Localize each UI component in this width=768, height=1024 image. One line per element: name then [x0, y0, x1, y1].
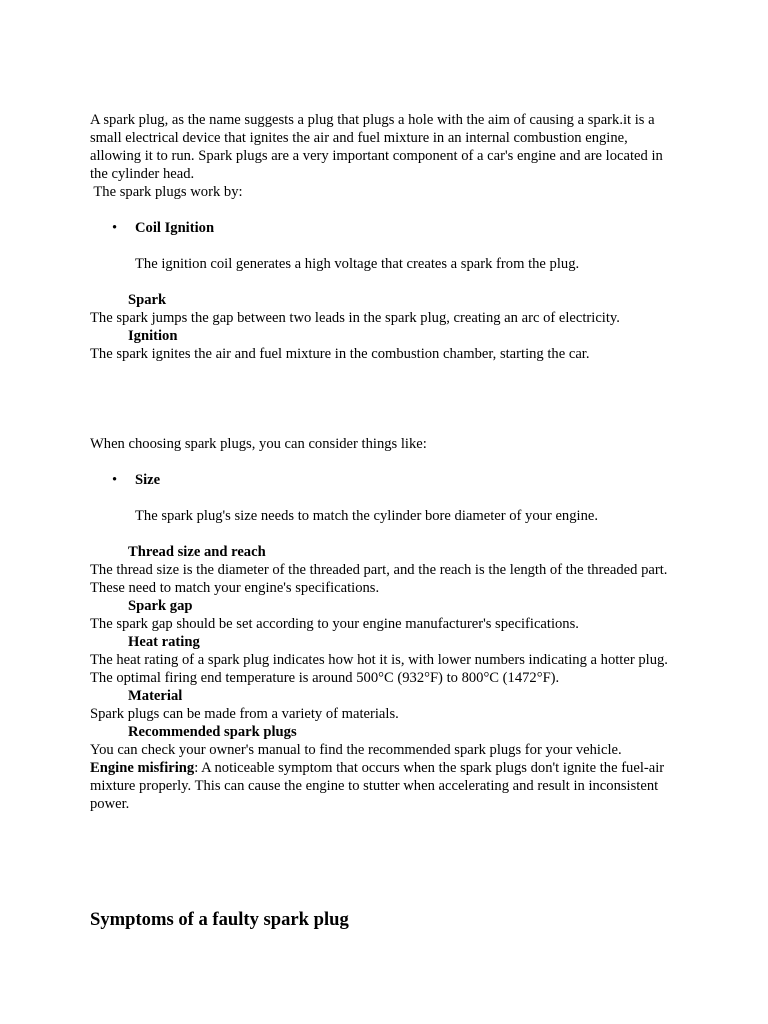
coil-ignition-text: The ignition coil generates a high voltage that creates a spark from the plug. — [135, 256, 580, 272]
ignition-text: The spark ignites the air and fuel mixture in the combustion chamber, starting the car. — [90, 346, 590, 362]
spark-heading: Spark — [128, 292, 167, 308]
choosing-lead-in: When choosing spark plugs, you can consider things like: — [90, 436, 427, 452]
bullet-item-coil-ignition — [90, 219, 680, 237]
symptoms-heading: Symptoms of a faulty spark plug — [90, 909, 349, 930]
bullet-icon: • — [112, 472, 118, 488]
heat-rating-heading: Heat rating — [128, 634, 200, 650]
bullet-title: Size — [135, 472, 161, 488]
recommended-heading: Recommended spark plugs — [128, 724, 297, 740]
intro-paragraph: A spark plug, as the name suggests a plug that plugs a hole with the aim of causing a spark.it is a small electrical device that ignites the air and fuel mixture in an internal combustion engine, allowing it to run. Spark plugs are a very important component of a car's engine and are located in the cylinder head. — [90, 112, 663, 182]
spark-text: The spark jumps the gap between two leads in the spark plug, creating an arc of electricity. — [90, 310, 620, 326]
bullet-title: Coil Ignition — [135, 220, 215, 236]
spark-gap-heading: Spark gap — [128, 598, 193, 614]
ignition-heading: Ignition — [128, 328, 178, 344]
spark-gap-text: The spark gap should be set according to your engine manufacturer's specifications. — [90, 616, 579, 632]
document-body — [90, 111, 680, 813]
engine-misfiring-term: Engine misfiring — [90, 760, 195, 776]
heat-rating-text: The heat rating of a spark plug indicates how hot it is, with lower numbers indicating a hotter plug. The optimal firing end temperature is around 500°C (932°F) to 800°C (1472°F). — [90, 652, 668, 686]
thread-size-text: The thread size is the diameter of the threaded part, and the reach is the length of the threaded part. These need to match your engine's specifications. — [90, 562, 668, 596]
intro-lead-in: The spark plugs work by: — [90, 184, 243, 200]
material-heading: Material — [128, 688, 183, 704]
thread-size-heading: Thread size and reach — [128, 544, 266, 560]
material-text: Spark plugs can be made from a variety of materials. — [90, 706, 399, 722]
bullet-icon: • — [112, 220, 118, 236]
engine-misfiring-paragraph — [90, 759, 680, 813]
size-text: The spark plug's size needs to match the cylinder bore diameter of your engine. — [135, 508, 598, 524]
engine-misfiring-text: : A noticeable symptom that occurs when the spark plugs don't ignite the fuel-air mixture properly. This can cause the engine to stutter when accelerating and result in inconsistent power. — [90, 760, 665, 812]
recommended-text: You can check your owner's manual to find the recommended spark plugs for your vehicle. — [90, 742, 622, 758]
bullet-item-size — [90, 471, 680, 489]
